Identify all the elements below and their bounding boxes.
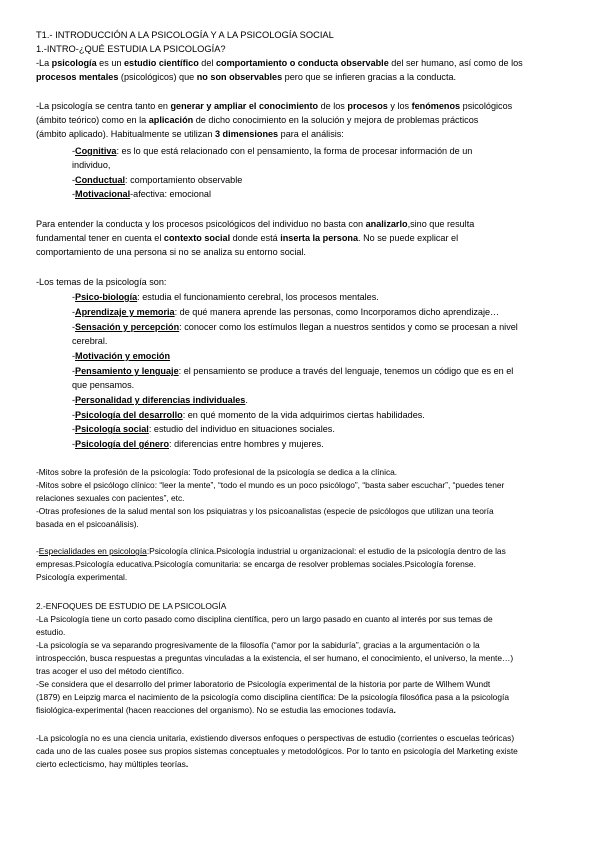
theme-item: -Psicología del género: diferencias entre hombres y mujeres. (72, 439, 324, 449)
section1-heading: 1.-INTRO-¿QUÉ ESTUDIA LA PSICOLOGÍA? (36, 44, 226, 54)
specialties-line: Psicología experimental. (36, 572, 128, 582)
document-title: T1.- INTRODUCCIÓN A LA PSICOLOGÍA Y A LA PSICOLOGÍA SOCIAL (36, 30, 334, 40)
theme-item: -Sensación y percepción: conocer como los estímulos llegan a nuestros sentidos y como se procesan a nivel (72, 322, 518, 332)
theme-item: -Psicología social: estudio del individuo en situaciones sociales. (72, 424, 335, 434)
paragraph-line: procesos mentales (psicológicos) que no son observables pero que se infieren gracias a la conducta. (36, 72, 457, 82)
theme-item: -Aprendizaje y memoria: de qué manera aprende las personas, como Incorporamos dicho aprendizaje… (72, 307, 500, 317)
section2-line: -La psicología se va separando progresivamente de la filosofía (“amor por la sabiduría”, gracias a la argumentación o la (36, 640, 480, 650)
theme-item: -Psicología del desarrollo: en qué momento de la vida adquirimos ciertas habilidades. (72, 410, 425, 420)
theme-item: -Psico-biología: estudia el funcionamiento cerebral, los procesos mentales. (72, 292, 379, 302)
section2-line: fisiológica-experimental (hacen reacciones del organismo). No se estudia las emociones todavía. (36, 705, 396, 715)
specialties-line: -Especialidades en psicología:Psicología clínica.Psicología industrial u organizacional: el estudio de la psicología dentro de las (36, 546, 506, 556)
section2-line: -La psicología no es una ciencia unitaria, existiendo diversos enfoques o perspectivas de estudio (corrientes o escuelas teóricas) (36, 733, 515, 743)
paragraph-line: fundamental tener en cuenta el contexto social donde está inserta la persona. No se puede explicar el (36, 233, 459, 243)
theme-item: -Motivación y emoción (72, 351, 171, 361)
myths-line: -Otras profesiones de la salud mental son los psiquiatras y los psicoanalistas (especie de psicólogos que utilizan una teoría (36, 506, 494, 516)
section2-line: cierto eclecticismo, hay múltiples teorías. (36, 759, 189, 769)
myths-line: -Mitos sobre el psicólogo clínico: “leer la mente”, “todo el mundo es un poco psicólogo”, “basta saber escuchar”, “puedes tener (36, 480, 505, 490)
paragraph-line: comportamiento de una persona si no se analiza su entorno social. (36, 247, 306, 257)
section2-heading: 2.-ENFOQUES DE ESTUDIO DE LA PSICOLOGÍA (36, 601, 227, 611)
section2-line: (1879) en Leipzig marca el nacimiento de la psicología como disciplina científica: De la psicología filosófica pasa a la psicología (36, 692, 509, 702)
themes-intro: -Los temas de la psicología son: (36, 277, 167, 287)
theme-item-cont: cerebral. (72, 336, 108, 346)
section2-line: introspección, busca respuestas a preguntas vinculadas a la existencia, el ser humano, el conocimiento, el universo, la mente…) (36, 653, 514, 663)
dimension-conductual: -Conductual: comportamiento observable (72, 175, 243, 185)
myths-line: basada en el psicoanálisis). (36, 519, 139, 529)
dimension-motivacional: -Motivacional-afectiva: emocional (72, 189, 211, 199)
dimension-cognitiva: -Cognitiva: es lo que está relacionado con el pensamiento, la forma de procesar información de un (72, 146, 473, 156)
myths-line: relaciones sexuales con pacientes”, etc. (36, 493, 185, 503)
paragraph-line: Para entender la conducta y los procesos psicológicos del individuo no basta con analizarlo,sino que resulta (36, 219, 475, 229)
myths-line: -Mitos sobre la profesión de la psicología: Todo profesional de la psicología se dedica a la clínica. (36, 467, 398, 477)
section2-line: tras acoger el uso del método científico. (36, 666, 185, 676)
paragraph-line: -La psicología es un estudio científico del comportamiento o conducta observable del ser humano, así como de los (36, 58, 523, 68)
section2-line: -La Psicología tiene un corto pasado como disciplina científica, pero un largo pasado en cuanto al interés por sus temas de (36, 614, 493, 624)
section2-line: -Se considera que el desarrollo del primer laboratorio de Psicología experimental de la historia por parte de Wilhem Wundt (36, 679, 491, 689)
theme-item: -Personalidad y diferencias individuales. (72, 395, 248, 405)
paragraph-line: (ámbito teórico) como en la aplicación de dicho conocimiento en la solución y mejora de problemas prácticos (36, 115, 479, 125)
theme-item: -Pensamiento y lenguaje: el pensamiento se produce a través del lenguaje, tenemos un código que es en el (72, 366, 514, 376)
paragraph-line: -La psicología se centra tanto en generar y ampliar el conocimiento de los procesos y los fenómenos psicológicos (36, 101, 513, 111)
section2-line: estudio. (36, 627, 66, 637)
theme-item-cont: que pensamos. (72, 380, 135, 390)
section2-line: cada uno de las cuales posee sus propios sistemas conceptuales y metodológicos. Por lo tanto en psicología del Marketing existe (36, 746, 518, 756)
paragraph-line: (ámbito aplicado). Habitualmente se utilizan 3 dimensiones para el análisis: (36, 129, 344, 139)
specialties-line: empresas.Psicología educativa.Psicología comunitaria: se encarga de resolver problemas sociales.Psicología forense. (36, 559, 476, 569)
dimension-cognitiva-cont: individuo, (72, 160, 111, 170)
